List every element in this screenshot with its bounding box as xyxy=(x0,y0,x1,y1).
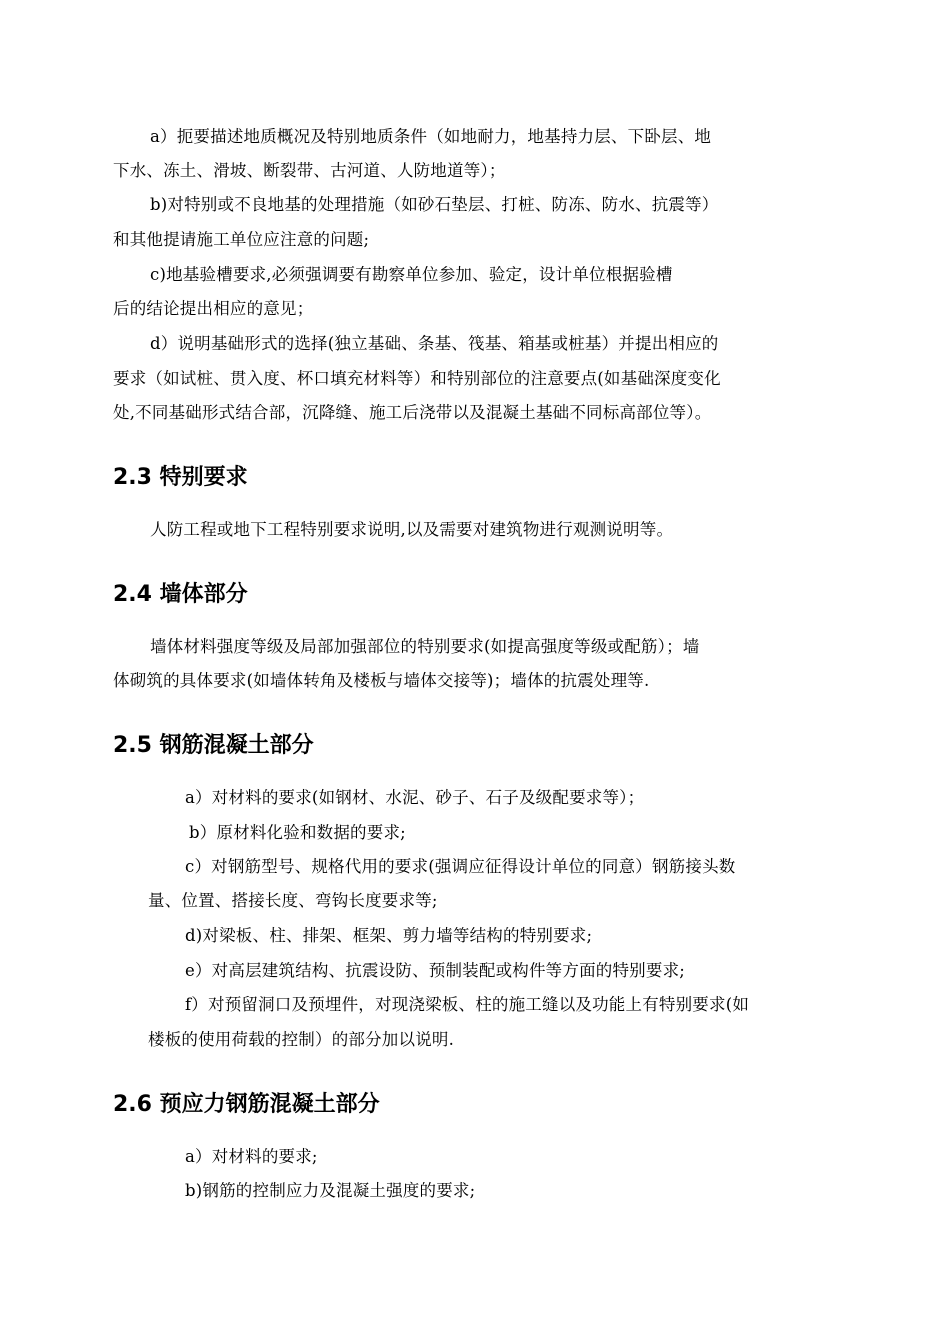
paragraph-line: 处,不同基础形式结合部，沉降缝、施工后浇带以及混凝土基础不同标高部位等）。 xyxy=(113,403,712,422)
list-item-continuation: 量、位置、搭接长度、弯钩长度要求等; xyxy=(148,891,438,910)
list-item: b)钢筋的控制应力及混凝土强度的要求; xyxy=(185,1181,476,1200)
paragraph-line: 体砌筑的具体要求(如墙体转角及楼板与墙体交接等)；墙体的抗震处理等. xyxy=(113,671,650,690)
section-heading: 2.5 钢筋混凝土部分 xyxy=(113,733,314,758)
list-item-continuation: 楼板的使用荷载的控制）的部分加以说明. xyxy=(148,1030,455,1049)
list-item: c）对钢筋型号、规格代用的要求(强调应征得设计单位的同意）钢筋接头数 xyxy=(185,857,736,876)
list-item: b）原材料化验和数据的要求; xyxy=(189,823,406,842)
paragraph-line: a）扼要描述地质概况及特别地质条件（如地耐力，地基持力层、下卧层、地 xyxy=(150,127,712,146)
section-heading: 2.4 墙体部分 xyxy=(113,582,248,607)
list-item: d)对梁板、柱、排架、框架、剪力墙等结构的特别要求; xyxy=(185,926,593,945)
section-heading: 2.6 预应力钢筋混凝土部分 xyxy=(113,1092,380,1117)
paragraph-line: 和其他提请施工单位应注意的问题; xyxy=(113,230,370,249)
list-item: a）对材料的要求(如钢材、水泥、砂子、石子及级配要求等）； xyxy=(185,788,645,807)
paragraph-line: 要求（如试桩、贯入度、杯口填充材料等）和特别部位的注意要点(如基础深度变化 xyxy=(113,369,721,388)
paragraph-line: 后的结论提出相应的意见； xyxy=(113,299,314,318)
paragraph-line: b)对特别或不良地基的处理措施（如砂石垫层、打桩、防冻、防水、抗震等） xyxy=(150,195,719,214)
paragraph-line: c)地基验槽要求,必须强调要有勘察单位参加、验定，设计单位根据验槽 xyxy=(150,265,673,284)
paragraph-line: 下水、冻土、滑坡、断裂带、古河道、人防地道等）； xyxy=(113,161,506,180)
list-item: a）对材料的要求; xyxy=(185,1147,318,1166)
paragraph-line: d）说明基础形式的选择(独立基础、条基、筏基、箱基或桩基）并提出相应的 xyxy=(150,334,719,353)
paragraph-line: 墙体材料强度等级及局部加强部位的特别要求(如提高强度等级或配筋）；墙 xyxy=(150,637,700,656)
section-heading: 2.3 特别要求 xyxy=(113,465,248,490)
list-item: e）对高层建筑结构、抗震设防、预制装配或构件等方面的特别要求; xyxy=(185,961,686,980)
list-item: f）对预留洞口及预埋件，对现浇梁板、柱的施工缝以及功能上有特别要求(如 xyxy=(185,995,750,1014)
paragraph-line: 人防工程或地下工程特别要求说明,以及需要对建筑物进行观测说明等。 xyxy=(150,520,674,539)
